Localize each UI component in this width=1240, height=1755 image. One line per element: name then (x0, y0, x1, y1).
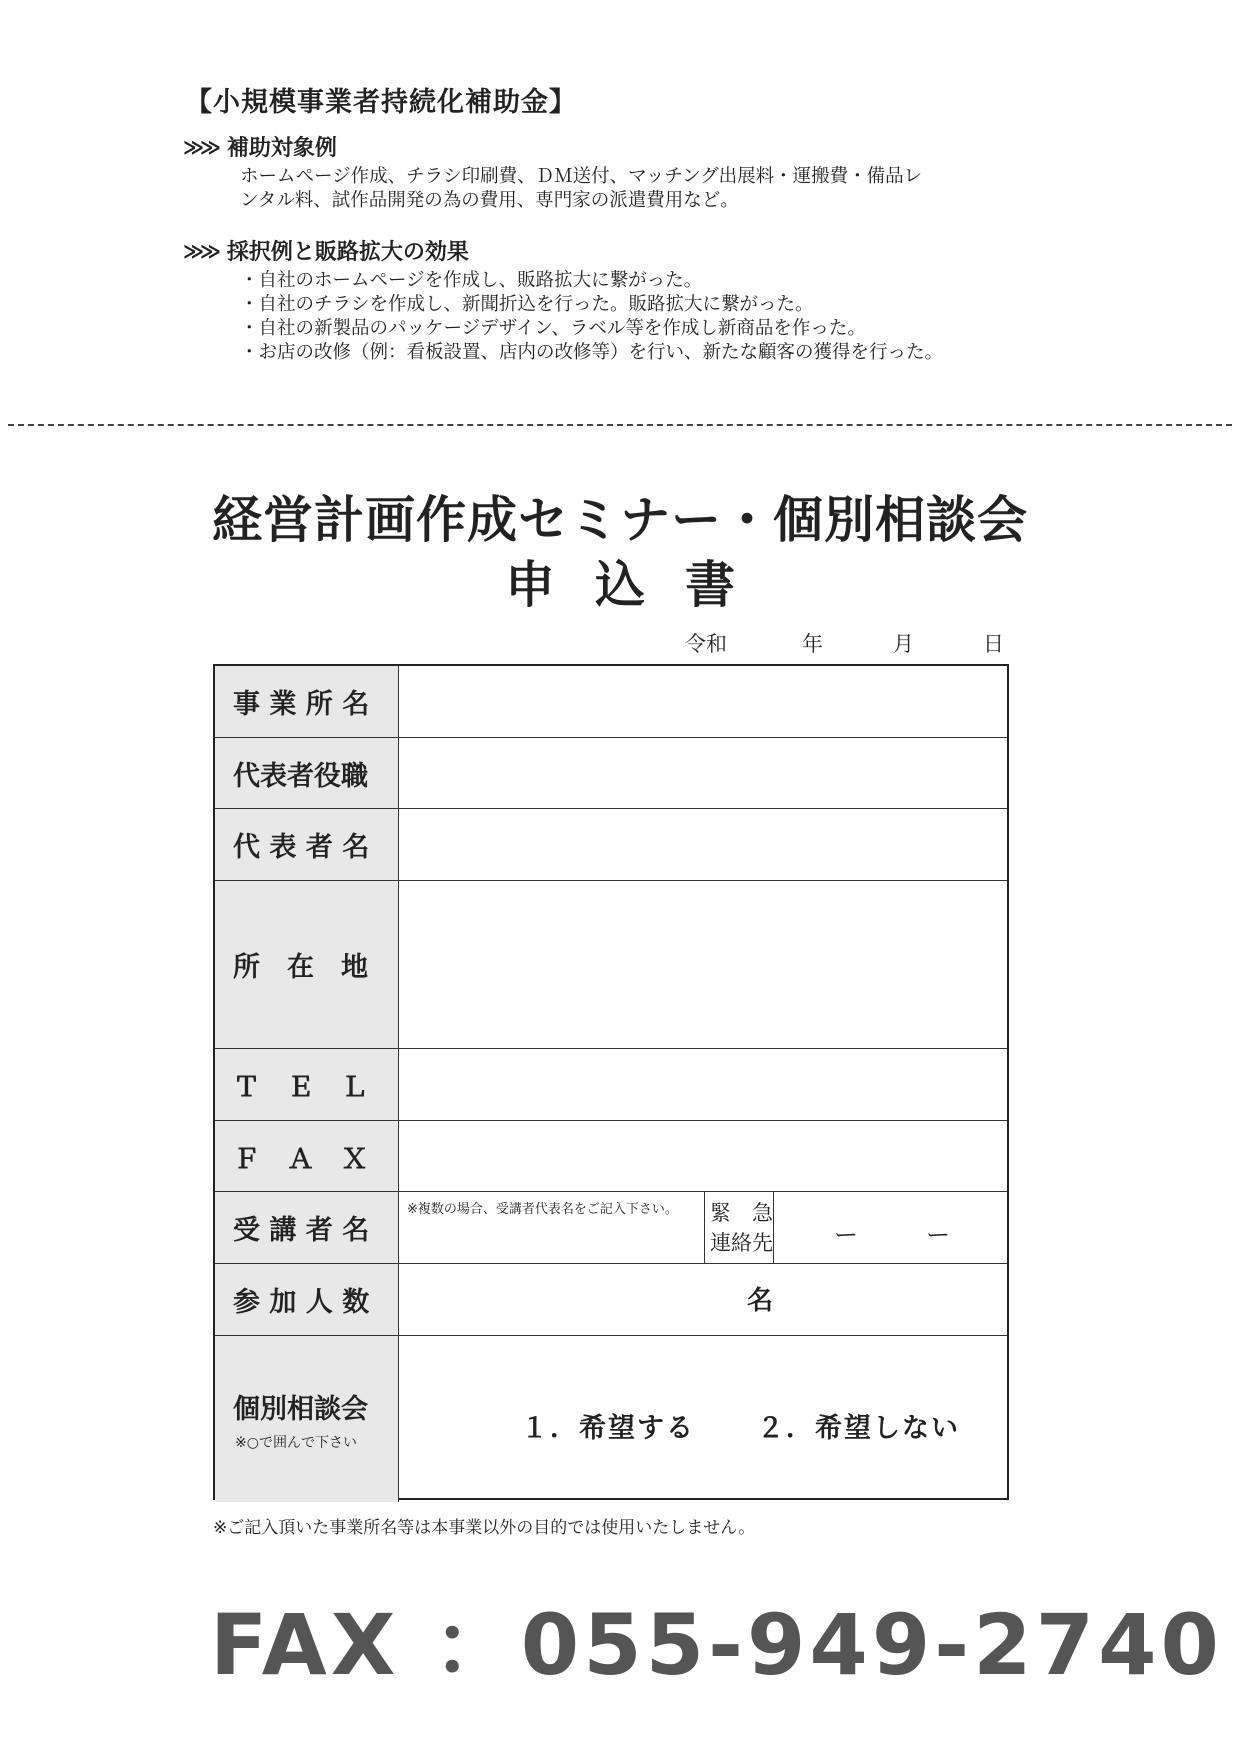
form-title: 経営計画作成セミナー・個別相談会 (212, 491, 1028, 549)
attendee-field[interactable] (399, 1192, 1007, 1263)
double-chevron-icon: ≫≫ (183, 238, 217, 263)
fax-field[interactable] (399, 1121, 1007, 1191)
privacy-note: ※ご記入頂いた事業所名等は本事業以外の目的では使用いたしません。 (213, 1518, 756, 1538)
body-line: ンタル料、試作品開発の為の費用、専門家の派遣費用など。 (240, 190, 739, 211)
application-form (213, 664, 1009, 1500)
date-day: 日 (983, 632, 1004, 656)
row-fax (215, 1121, 1007, 1192)
date-year: 年 (802, 632, 823, 656)
address-field[interactable] (399, 881, 1007, 1048)
label-count: 参 加 人 数 (215, 1264, 399, 1335)
label-business-name: 事 業 所 名 (215, 666, 399, 737)
row-count (215, 1264, 1007, 1336)
info-heading: 【小規模事業者持続化補助金】 (185, 87, 577, 118)
row-tel (215, 1049, 1007, 1121)
emergency-contact-label: 緊 急 連絡先 (704, 1192, 774, 1263)
label-rep-name: 代 表 者 名 (215, 809, 399, 880)
section-subsidy-examples (185, 131, 1065, 213)
label-rep-title: 代表者役職 (215, 738, 399, 808)
row-consult (215, 1336, 1007, 1502)
row-rep-name (215, 809, 1007, 881)
business-name-field[interactable] (399, 666, 1007, 737)
tel-field[interactable] (399, 1049, 1007, 1120)
section-body (240, 165, 1065, 213)
section-adoption-examples (185, 235, 1065, 365)
label-consult: 個別相談会 ※○で囲んで下さい (215, 1336, 399, 1502)
label-tel: Ｔ Ｅ Ｌ (215, 1049, 399, 1120)
info-section (185, 80, 1065, 365)
row-attendee (215, 1192, 1007, 1264)
body-line: ・お店の改修（例：看板設置、店内の改修等）を行い、新たな顧客の獲得を行った。 (240, 342, 944, 363)
section-title-text: 補助対象例 (226, 136, 337, 161)
row-business-name (215, 666, 1007, 738)
fax-number: FAX ：055-949-2740 (210, 1596, 1223, 1694)
label-fax: Ｆ Ａ Ｘ (215, 1121, 399, 1191)
body-line: ホームページ作成、チラシ印刷費、ＤＭ送付、マッチング出展料・運搬費・備品レ (240, 166, 923, 187)
choice-no-wish[interactable]: ２．希望しない (757, 1413, 960, 1444)
section-title (183, 235, 1065, 266)
count-unit: 名 (747, 1286, 774, 1316)
double-chevron-icon: ≫≫ (183, 134, 217, 159)
label-attendee: 受 講 者 名 (215, 1192, 399, 1263)
phone-dash: ー (834, 1221, 858, 1249)
section-body (240, 269, 1065, 365)
section-title (183, 131, 1065, 162)
form-subtitle: 申込書 (505, 556, 775, 614)
row-rep-title (215, 738, 1007, 809)
consult-note: ※○で囲んで下さい (235, 1434, 357, 1451)
consult-options (399, 1336, 1007, 1502)
body-line: ・自社のチラシを作成し、新聞折込を行った。販路拡大に繋がった。 (240, 294, 814, 315)
rep-title-field[interactable] (399, 738, 1007, 808)
phone-dash: ー (926, 1221, 950, 1249)
count-field[interactable] (399, 1264, 1007, 1335)
cut-line-divider (8, 424, 1232, 426)
label-address: 所 在 地 (215, 881, 399, 1048)
attendee-note: ※複数の場合、受講者代表名をご記入下さい。 (407, 1202, 678, 1217)
rep-name-field[interactable] (399, 809, 1007, 880)
body-line: ・自社の新製品のパッケージデザイン、ラベル等を作成し新商品を作った。 (240, 318, 866, 339)
choice-wish[interactable]: １．希望する (521, 1413, 695, 1444)
section-title-text: 採択例と販路拡大の効果 (226, 240, 469, 265)
date-month: 月 (893, 632, 914, 656)
date-era: 令和 (685, 632, 727, 656)
body-line: ・自社のホームページを作成し、販路拡大に繋がった。 (240, 270, 703, 291)
row-address (215, 881, 1007, 1049)
